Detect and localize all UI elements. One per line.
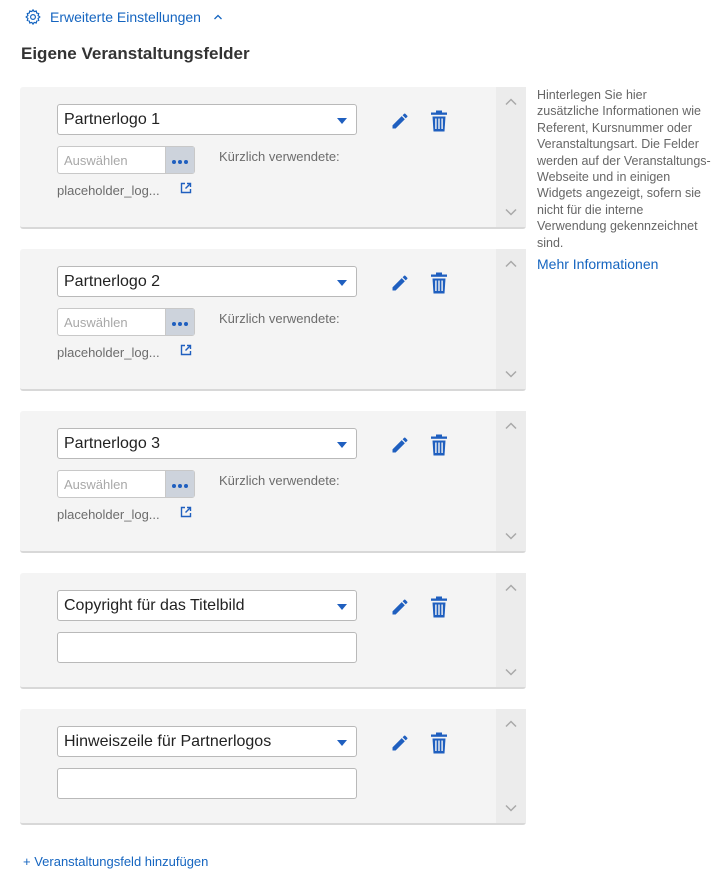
trash-icon[interactable]: [430, 732, 448, 754]
pencil-icon[interactable]: [390, 733, 410, 753]
advanced-settings-label: Erweiterte Einstellungen: [50, 9, 201, 25]
file-picker: [57, 146, 195, 174]
reorder-column: [496, 709, 526, 823]
trash-icon[interactable]: [430, 110, 448, 132]
caret-down-icon: [337, 740, 347, 746]
caret-down-icon: [337, 604, 347, 610]
more-info-link[interactable]: Mehr Informationen: [537, 256, 659, 273]
chevron-up-icon[interactable]: [504, 259, 518, 269]
chevron-up-icon[interactable]: [504, 719, 518, 729]
add-event-field-link[interactable]: + Veranstaltungsfeld hinzufügen: [23, 854, 209, 869]
file-picker: [57, 470, 195, 498]
field-type-value: Hinweiszeile für Partnerlogos: [64, 732, 272, 750]
caret-down-icon: [337, 118, 347, 124]
gear-icon: [24, 8, 42, 26]
chevron-up-icon[interactable]: [504, 583, 518, 593]
event-field-card-2: [20, 249, 526, 391]
field-type-select[interactable]: [57, 266, 357, 297]
chevron-down-icon[interactable]: [504, 207, 518, 217]
pencil-icon[interactable]: [390, 273, 410, 293]
caret-down-icon: [337, 442, 347, 448]
file-name: placeholder_log...: [57, 507, 160, 522]
reorder-column: [496, 249, 526, 389]
file-picker-input[interactable]: Auswählen: [64, 476, 128, 492]
field-type-select[interactable]: [57, 590, 357, 621]
field-value-input[interactable]: [57, 632, 357, 663]
event-field-card-4: [20, 573, 526, 689]
file-name: placeholder_log...: [57, 183, 160, 198]
event-field-card-1: [20, 87, 526, 229]
chevron-up-icon[interactable]: [504, 421, 518, 431]
more-dots-icon[interactable]: [165, 309, 194, 335]
chevron-up-icon[interactable]: [504, 97, 518, 107]
trash-icon[interactable]: [430, 434, 448, 456]
external-link-icon[interactable]: [180, 182, 192, 194]
more-dots-icon[interactable]: [165, 471, 194, 497]
field-type-value: Copyright für das Titelbild: [64, 596, 245, 614]
event-field-card-5: [20, 709, 526, 825]
chevron-down-icon[interactable]: [504, 667, 518, 677]
event-field-card-3: [20, 411, 526, 553]
field-type-select[interactable]: [57, 104, 357, 135]
field-type-value: Partnerlogo 1: [64, 110, 161, 128]
recent-files-label: Kürzlich verwendete:: [219, 149, 340, 164]
chevron-down-icon[interactable]: [504, 531, 518, 541]
pencil-icon[interactable]: [390, 597, 410, 617]
advanced-settings-toggle[interactable]: [24, 7, 223, 27]
chevron-up-icon: [213, 12, 223, 22]
external-link-icon[interactable]: [180, 506, 192, 518]
field-type-value: Partnerlogo 3: [64, 434, 161, 452]
field-type-select[interactable]: [57, 428, 357, 459]
field-type-value: Partnerlogo 2: [64, 272, 161, 290]
trash-icon[interactable]: [430, 272, 448, 294]
field-type-select[interactable]: [57, 726, 357, 757]
recent-files-label: Kürzlich verwendete:: [219, 473, 340, 488]
field-value-input[interactable]: [57, 768, 357, 799]
pencil-icon[interactable]: [390, 111, 410, 131]
reorder-column: [496, 573, 526, 687]
more-dots-icon[interactable]: [165, 147, 194, 173]
file-picker-input[interactable]: Auswählen: [64, 152, 128, 168]
pencil-icon[interactable]: [390, 435, 410, 455]
reorder-column: [496, 411, 526, 551]
file-name: placeholder_log...: [57, 345, 160, 360]
file-picker-input[interactable]: Auswählen: [64, 314, 128, 330]
file-picker: [57, 308, 195, 336]
trash-icon[interactable]: [430, 596, 448, 618]
reorder-column: [496, 87, 526, 227]
recent-files-label: Kürzlich verwendete:: [219, 311, 340, 326]
chevron-down-icon[interactable]: [504, 803, 518, 813]
caret-down-icon: [337, 280, 347, 286]
chevron-down-icon[interactable]: [504, 369, 518, 379]
help-sidebar: [537, 87, 712, 272]
external-link-icon[interactable]: [180, 344, 192, 356]
section-title: Eigene Veranstaltungsfelder: [21, 44, 250, 63]
help-text: Hinterlegen Sie hier zusätzliche Informationen wie Referent, Kursnummer oder Veranstaltungsart. Die Felder werden auf der Veranstaltungs-Webseite und in einigen Widgets angezeigt, sofern sie nicht für die interne Verwendung gekennzeichnet sind.: [537, 88, 711, 250]
